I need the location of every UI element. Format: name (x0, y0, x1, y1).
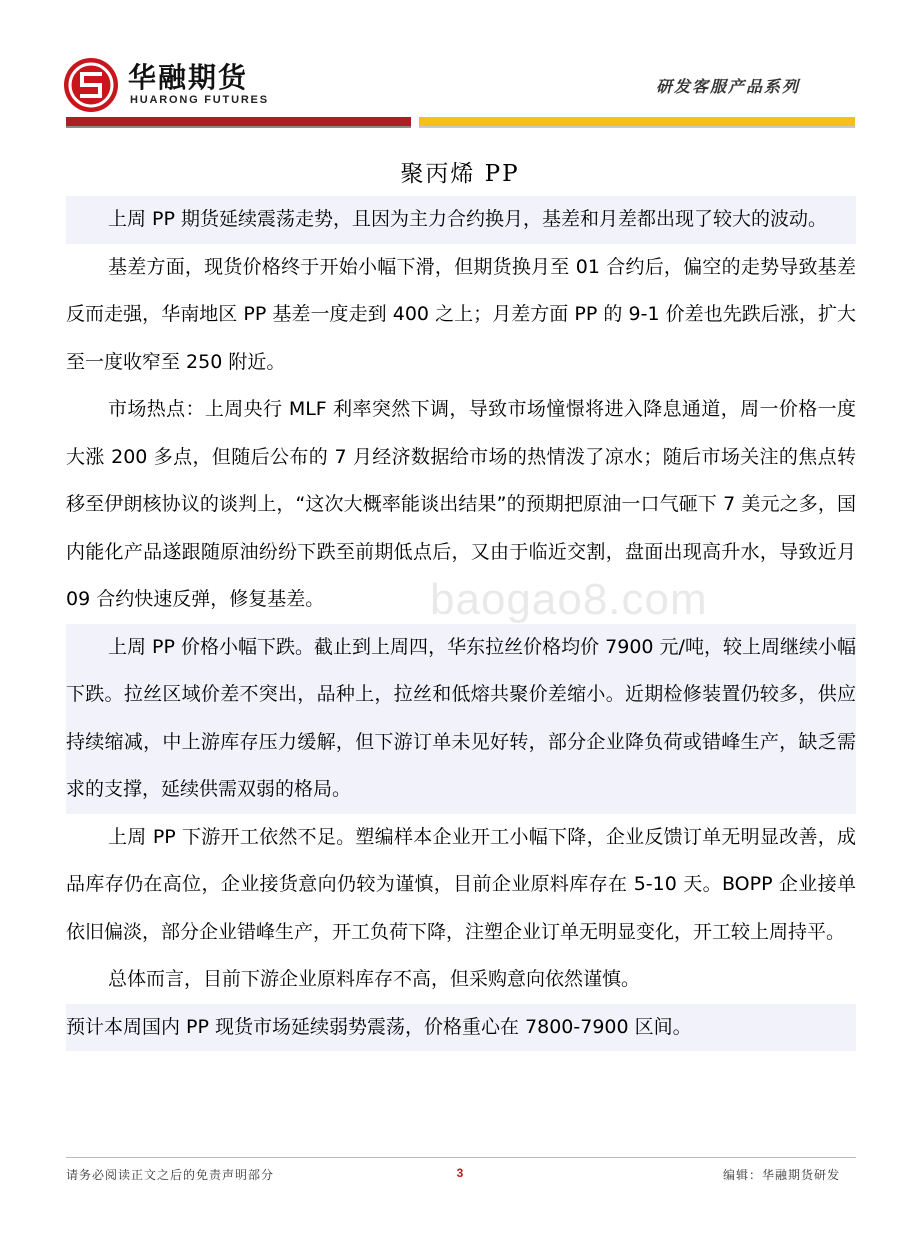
paragraph-downstream: 上周 PP 下游开工依然不足。塑编样本企业开工小幅下降，企业反馈订单无明显改善，成品库存仍在高位，企业接货意向仍较为谨慎，目前企业原料库存在 5-10 天。BOPP 企业接单依旧偏淡，部分企业错峰生产，开工负荷下降，注塑企业订单无明显变化，开工较上周持平。 (66, 825, 856, 943)
footer-divider (66, 1157, 856, 1158)
header-bar-underline (419, 126, 855, 128)
section-title: 聚丙烯 PP (400, 161, 520, 187)
page-header (0, 0, 920, 135)
paragraph-market-hotspot: 市场热点：上周央行 MLF 利率突然下调，导致市场憧憬将进入降息通道，周一价格一度大涨 200 多点，但随后公布的 7 月经济数据给市场的热情泼了凉水；随后市场关注的焦点转移至伊朗核协议的谈判上，“这次大概率能谈出结果”的预期把原油一口气砸下 7 美元之多，国内能化产品遂跟随原油纷纷下跌至前期低点后，又由于临近交割，盘面出现高升水，导致近月 09 合约快速反弹，修复基差。 (66, 398, 856, 610)
header-bar-gray (66, 126, 411, 128)
page-number: 3 (456, 1166, 464, 1180)
paragraph-forecast: 预计本周国内 PP 现货市场延续弱势震荡，价格重心在 7800-7900 区间。 (66, 1004, 856, 1052)
report-body (66, 196, 856, 1051)
footer-disclaimer: 请务必阅读正文之后的免责声明部分 (66, 1168, 275, 1182)
paragraph-overview: 上周 PP 期货延续震荡走势，且因为主力合约换月，基差和月差都出现了较大的波动。 (66, 196, 856, 244)
paragraph-basis: 基差方面，现货价格终于开始小幅下滑，但期货换月至 01 合约后，偏空的走势导致基差反而走强，华南地区 PP 基差一度走到 400 之上；月差方面 PP 的 9-1 价差也先跌后涨，扩大至一度收窄至 250 附近。 (66, 255, 856, 373)
header-bar-red (66, 117, 411, 126)
series-label: 研发客服产品系列 (655, 77, 800, 96)
huarong-logo-icon (64, 58, 118, 112)
brand-name-cn: 华融期货 (128, 61, 249, 94)
paragraph-summary: 总体而言，目前下游企业原料库存不高，但采购意向依然谨慎。 (108, 968, 641, 990)
brand-name-en: HUARONG FUTURES (130, 94, 269, 106)
header-bar-yellow (419, 117, 855, 126)
paragraph-price: 上周 PP 价格小幅下跌。截止到上周四，华东拉丝价格均价 7900 元/吨，较上周继续小幅下跌。拉丝区域价差不突出，品种上，拉丝和低熔共聚价差缩小。近期检修装置仍较多，供应持续缩减，中上游库存压力缓解，但下游订单未见好转，部分企业降负荷或错峰生产，缺乏需求的支撑，延续供需双弱的格局。 (66, 624, 856, 814)
footer-editor: 编辑：华融期货研发 (722, 1168, 840, 1182)
watermark: baogao8.com (430, 575, 708, 624)
